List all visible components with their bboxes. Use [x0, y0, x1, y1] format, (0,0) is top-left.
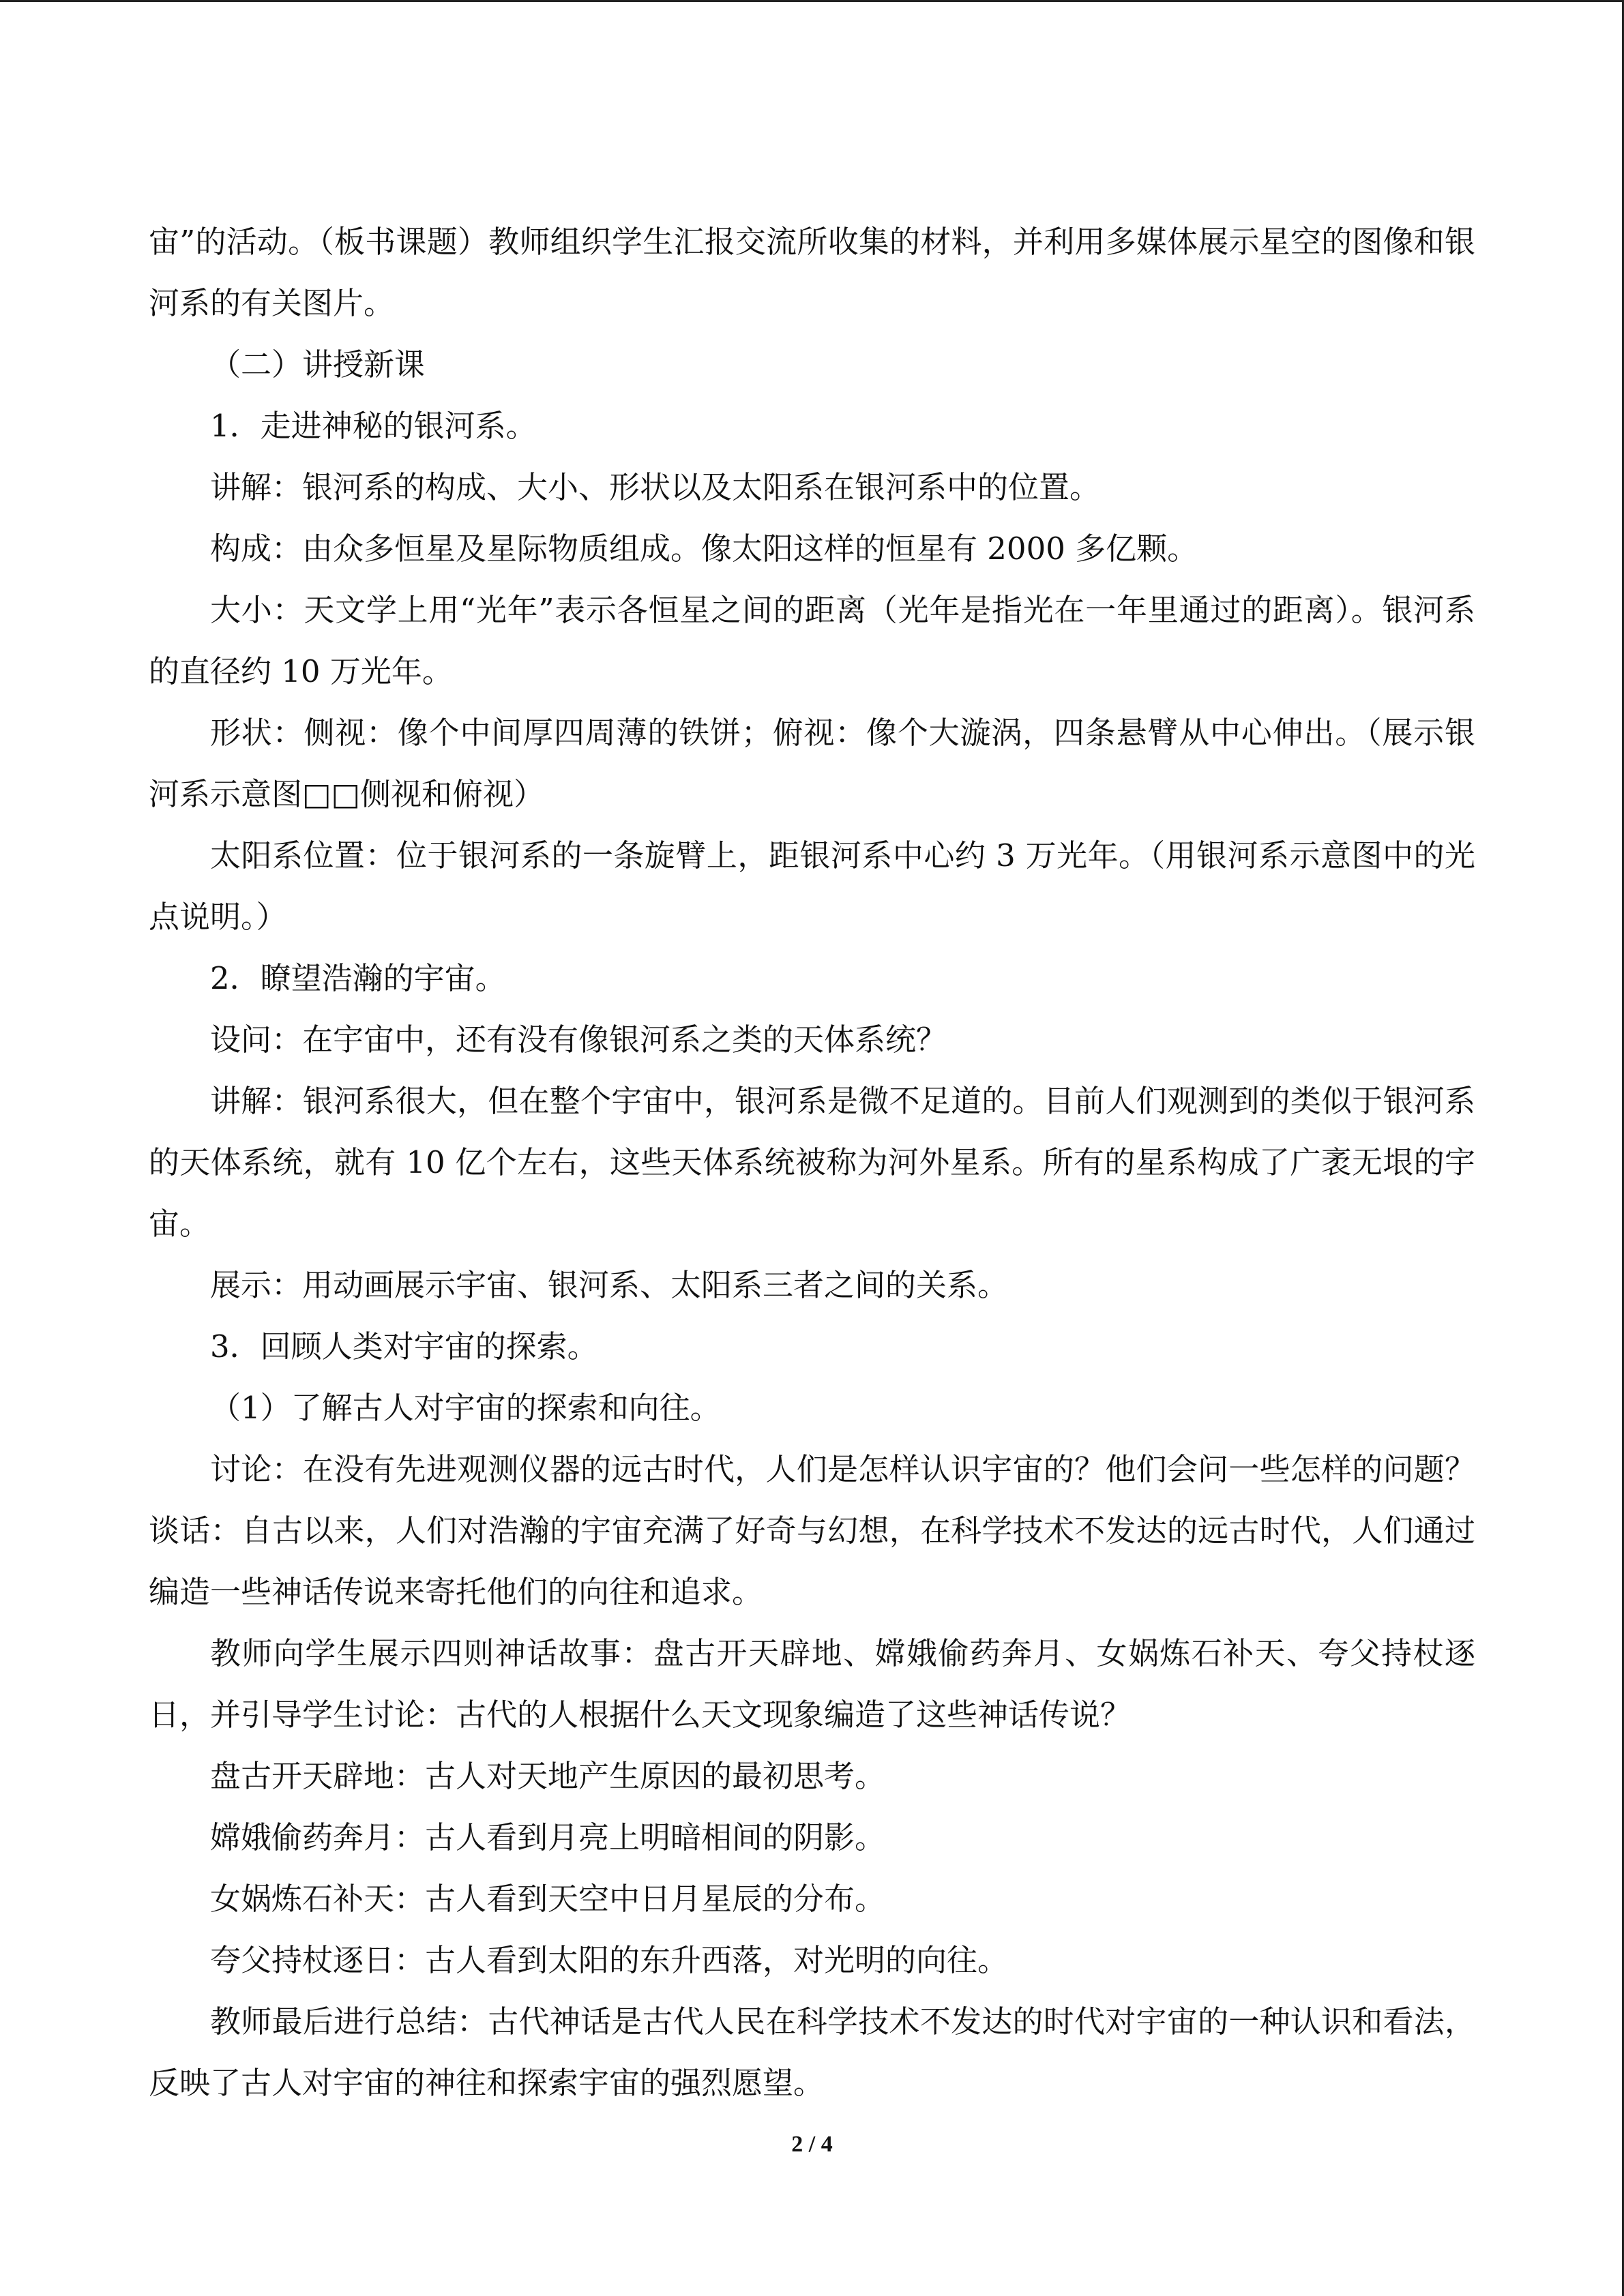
- paragraph: 形状：侧视：像个中间厚四周薄的铁饼；俯视：像个大漩涡，四条悬臂从中心伸出。（展示银河系示意图□□侧视和俯视）: [149, 715, 1475, 812]
- paragraph: 设问：在宇宙中，还有没有像银河系之类的天体系统？: [210, 1022, 947, 1058]
- page-number: 2 / 4: [791, 2132, 833, 2157]
- paragraph: 讲解：银河系很大，但在整个宇宙中，银河系是微不足道的。目前人们观测到的类似于银河系的天体系统，就有 10 亿个左右，这些天体系统被称为河外星系。所有的星系构成了广袤无垠的宇宙。: [149, 1083, 1475, 1242]
- page-frame-top: [0, 0, 1624, 2]
- subheading: 2．瞭望浩瀚的宇宙。: [210, 960, 506, 996]
- document-body: [149, 211, 1475, 2114]
- subheading: 3．回顾人类对宇宙的探索。: [210, 1328, 598, 1365]
- paragraph: 讨论：在没有先进观测仪器的远古时代，人们是怎样认识宇宙的？他们会问一些怎样的问题？谈话：自古以来，人们对浩瀚的宇宙充满了好奇与幻想，在科学技术不发达的远古时代，人们通过编造一些神话传说来寄托他们的向往和追求。: [149, 1451, 1475, 1610]
- section-heading: （二）讲授新课: [210, 346, 426, 383]
- subheading: 1．走进神秘的银河系。: [210, 408, 537, 444]
- paragraph: 嫦娥偷药奔月：古人看到月亮上明暗相间的阴影。: [210, 1819, 886, 1855]
- paragraph: 构成：由众多恒星及星际物质组成。像太阳这样的恒星有 2000 多亿颗。: [210, 531, 1198, 567]
- paragraph: 太阳系位置：位于银河系的一条旋臂上，距银河系中心约 3 万光年。（用银河系示意图中的光点说明。）: [149, 837, 1475, 935]
- paragraph: 大小：天文学上用“光年”表示各恒星之间的距离（光年是指光在一年里通过的距离）。银河系的直径约 10 万光年。: [149, 592, 1475, 689]
- paragraph: 教师向学生展示四则神话故事：盘古开天辟地、嫦娥偷药奔月、女娲炼石补天、夸父持杖逐日，并引导学生讨论：古代的人根据什么天文现象编造了这些神话传说？: [149, 1635, 1475, 1733]
- paragraph: 盘古开天辟地：古人对天地产生原因的最初思考。: [210, 1758, 886, 1794]
- paragraph: 女娲炼石补天：古人看到天空中日月星辰的分布。: [210, 1881, 886, 1917]
- paragraph: 宙”的活动。（板书课题）教师组织学生汇报交流所收集的材料，并利用多媒体展示星空的图像和银河系的有关图片。: [149, 224, 1475, 321]
- paragraph: 讲解：银河系的构成、大小、形状以及太阳系在银河系中的位置。: [210, 469, 1101, 505]
- paragraph: 展示：用动画展示宇宙、银河系、太阳系三者之间的关系。: [210, 1267, 1009, 1303]
- subheading: （1）了解古人对宇宙的探索和向往。: [210, 1390, 721, 1426]
- paragraph: 夸父持杖逐日：古人看到太阳的东升西落，对光明的向往。: [210, 1942, 1009, 1978]
- paragraph: 教师最后进行总结：古代神话是古代人民在科学技术不发达的时代对宇宙的一种认识和看法，反映了古人对宇宙的神往和探索宇宙的强烈愿望。: [149, 2003, 1475, 2101]
